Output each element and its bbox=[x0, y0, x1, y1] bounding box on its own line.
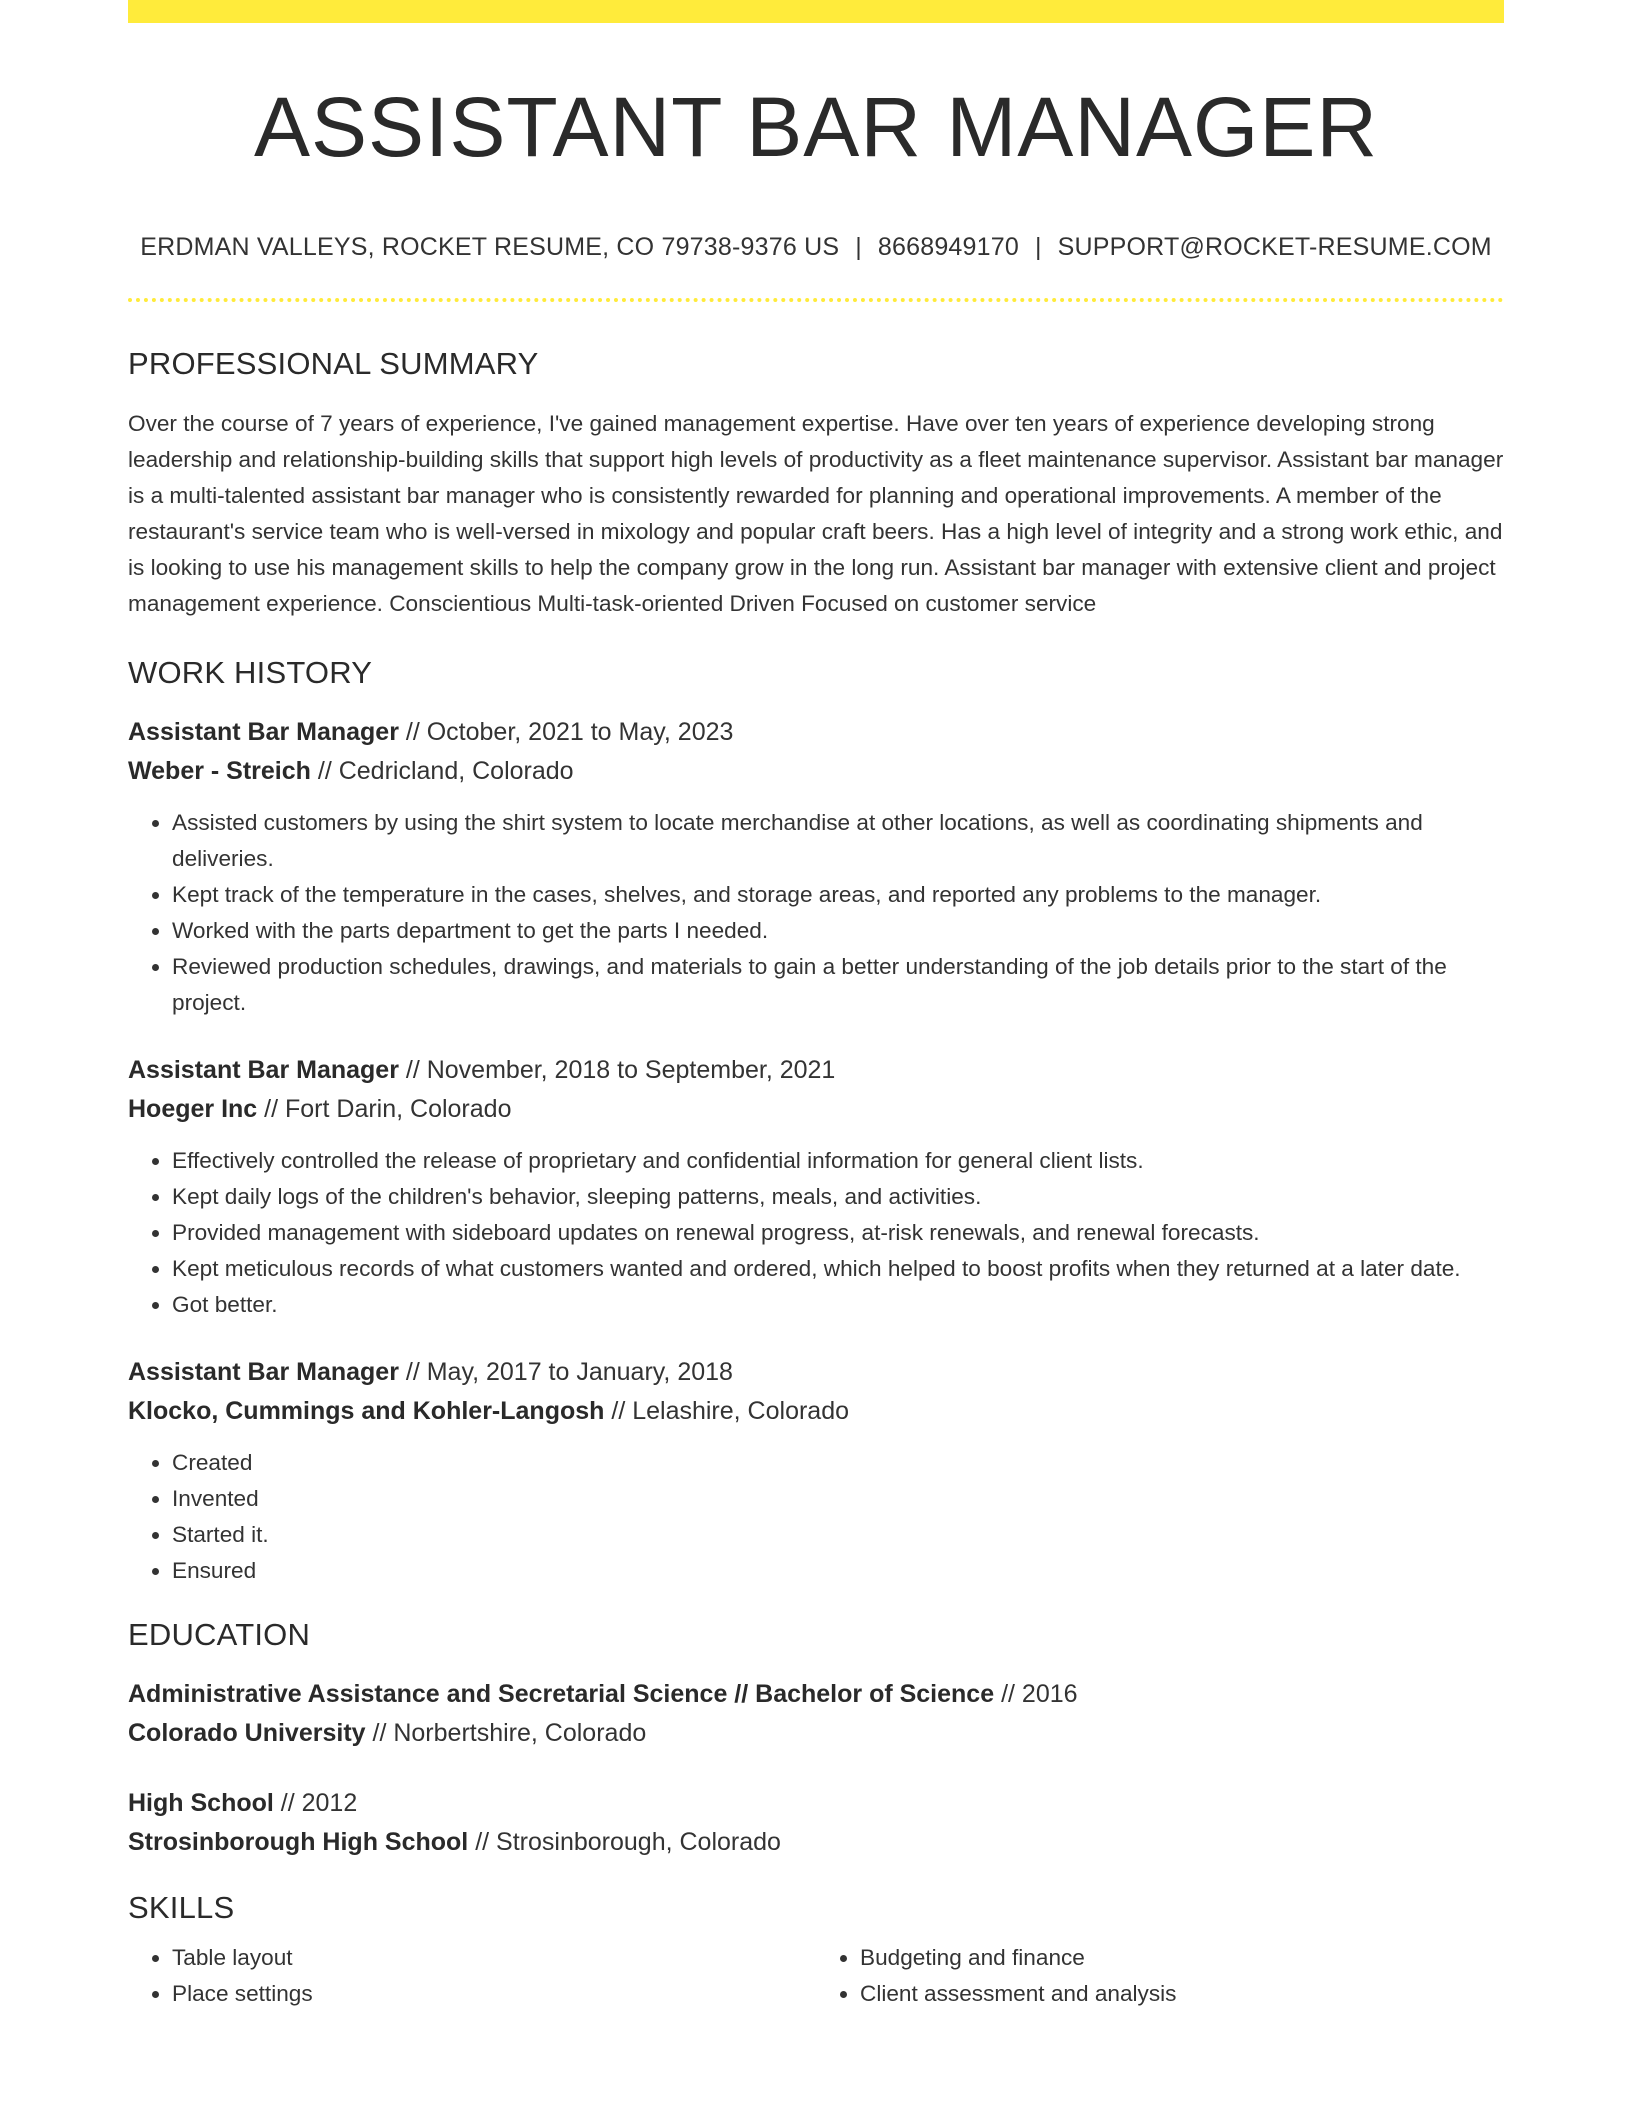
list-item: • Worked with the parts department to get the parts I needed. bbox=[172, 913, 1504, 949]
job-company-line bbox=[128, 1392, 1504, 1431]
job-role-line bbox=[128, 1353, 1504, 1392]
education-school-line bbox=[128, 1823, 1504, 1862]
list-item: • Got better. bbox=[172, 1287, 1504, 1323]
contact-separator: | bbox=[1034, 233, 1042, 262]
contact-phone: 8668949170 bbox=[877, 233, 1019, 262]
education-degree: Administrative Assistance and Secretarial Science // Bachelor of Science bbox=[128, 1680, 995, 1709]
section-title-education: EDUCATION bbox=[128, 1617, 311, 1653]
contact-email: SUPPORT@ROCKET-RESUME.COM bbox=[1057, 233, 1492, 262]
list-item: • Budgeting and finance bbox=[860, 1940, 1504, 1976]
job-entry bbox=[128, 1353, 1504, 1589]
list-item: • Ensured bbox=[172, 1553, 1504, 1589]
job-entry bbox=[128, 1051, 1504, 1323]
job-location: // Cedricland, Colorado bbox=[317, 757, 574, 786]
contact-separator: | bbox=[855, 233, 862, 262]
list-item: • Kept daily logs of the children's behavior, sleeping patterns, meals, and activities. bbox=[172, 1179, 1504, 1215]
education-degree: High School bbox=[128, 1789, 274, 1818]
education-school: Strosinborough High School bbox=[128, 1828, 469, 1857]
job-dates: // May, 2017 to January, 2018 bbox=[405, 1358, 733, 1387]
resume-page bbox=[128, 0, 1504, 2012]
list-item: • Invented bbox=[172, 1481, 1504, 1517]
section-title-work-history: WORK HISTORY bbox=[128, 655, 373, 691]
list-item: • Client assessment and analysis bbox=[860, 1976, 1504, 2012]
list-item: • Assisted customers by using the shirt system to locate merchandise at other locations, as well as coordinating shipments and deliveries. bbox=[172, 805, 1504, 877]
job-dates: // November, 2018 to September, 2021 bbox=[405, 1056, 836, 1085]
contact-address: ERDMAN VALLEYS, ROCKET RESUME, CO 79738-9376 US bbox=[140, 233, 840, 262]
education-school: Colorado University bbox=[128, 1719, 366, 1748]
skills-list-left bbox=[128, 1940, 816, 2012]
education-school-line bbox=[128, 1714, 1504, 1753]
job-company: Hoeger Inc bbox=[128, 1095, 258, 1124]
job-role: Assistant Bar Manager bbox=[128, 1358, 399, 1387]
section-title-skills: SKILLS bbox=[128, 1890, 235, 1926]
dotted-divider bbox=[128, 298, 1504, 302]
skills-columns bbox=[128, 1926, 1504, 2012]
job-dates: // October, 2021 to May, 2023 bbox=[405, 718, 734, 747]
education-degree-line bbox=[128, 1675, 1504, 1714]
list-item: • Created bbox=[172, 1445, 1504, 1481]
job-bullets bbox=[128, 805, 1504, 1021]
job-entry bbox=[128, 713, 1504, 1021]
job-company: Weber - Streich bbox=[128, 757, 311, 786]
list-item: • Kept track of the temperature in the cases, shelves, and storage areas, and reported any problems to the manager. bbox=[172, 877, 1504, 913]
education-degree-line bbox=[128, 1784, 1504, 1823]
job-role-line bbox=[128, 713, 1504, 752]
accent-top-bar bbox=[128, 0, 1504, 23]
job-role-line bbox=[128, 1051, 1504, 1090]
list-item: • Reviewed production schedules, drawings, and materials to gain a better understanding of the job details prior to the start of the project. bbox=[172, 949, 1504, 1021]
education-year: // 2012 bbox=[280, 1789, 358, 1818]
job-bullets bbox=[128, 1445, 1504, 1589]
resume-title: ASSISTANT BAR MANAGER bbox=[253, 80, 1379, 174]
education-year: // 2016 bbox=[1001, 1680, 1078, 1709]
education-location: // Strosinborough, Colorado bbox=[475, 1828, 781, 1857]
job-role: Assistant Bar Manager bbox=[128, 1056, 399, 1085]
list-item: • Place settings bbox=[172, 1976, 816, 2012]
job-company: Klocko, Cummings and Kohler-Langosh bbox=[128, 1397, 605, 1426]
list-item: • Kept meticulous records of what customers wanted and ordered, which helped to boost profits when they returned at a later date. bbox=[172, 1251, 1504, 1287]
job-company-line bbox=[128, 752, 1504, 791]
job-location: // Fort Darin, Colorado bbox=[264, 1095, 512, 1124]
job-role: Assistant Bar Manager bbox=[128, 718, 399, 747]
education-location: // Norbertshire, Colorado bbox=[372, 1719, 647, 1748]
job-company-line bbox=[128, 1090, 1504, 1129]
summary-text: Over the course of 7 years of experience, I've gained management expertise. Have over ten years of experience developing strong leadership and relationship-building skills that support high levels of productivity as a fleet maintenance supervisor. Assistant bar manager is a multi-talented assistant bar manager who is consistently rewarded for planning and operational improvements. A member of the restaurant's service team who is well-versed in mixology and popular craft beers. Has a high level of integrity and a strong work ethic, and is looking to use his management skills to help the company grow in the long run. Assistant bar manager with extensive client and project management experience. Conscientious Multi-task-oriented Driven Focused on customer service bbox=[128, 411, 1504, 617]
job-bullets bbox=[128, 1143, 1504, 1323]
list-item: • Table layout bbox=[172, 1940, 816, 1976]
section-title-summary: PROFESSIONAL SUMMARY bbox=[128, 346, 539, 382]
contact-line bbox=[128, 233, 1504, 262]
list-item: • Effectively controlled the release of proprietary and confidential information for general client lists. bbox=[172, 1143, 1504, 1179]
job-location: // Lelashire, Colorado bbox=[611, 1397, 850, 1426]
skills-list-right bbox=[816, 1940, 1504, 2012]
education-entry bbox=[128, 1784, 1504, 1862]
education-entry bbox=[128, 1675, 1504, 1753]
list-item: • Provided management with sideboard updates on renewal progress, at-risk renewals, and renewal forecasts. bbox=[172, 1215, 1504, 1251]
list-item: • Started it. bbox=[172, 1517, 1504, 1553]
